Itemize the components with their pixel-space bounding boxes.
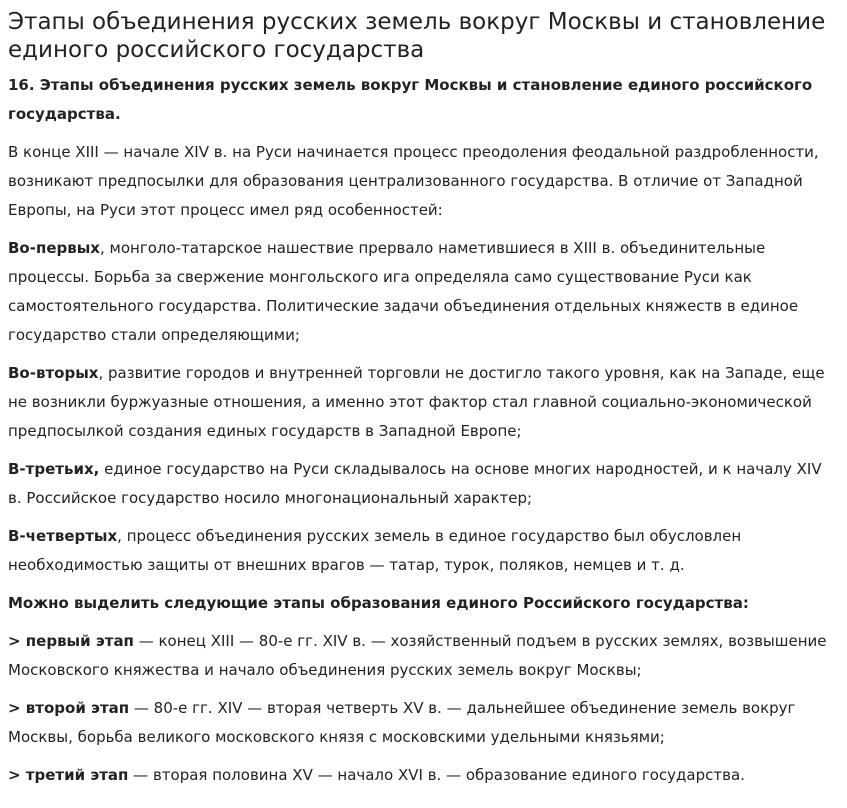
page-title: Этапы объединения русских земель вокруг Москвы и становление единого российского государства	[8, 9, 826, 63]
section-heading-text: 16. Этапы объединения русских земель вокруг Москвы и становление единого российского государства.	[8, 76, 813, 123]
point-text: , развитие городов и внутренней торговли не достигло такого уровня, как на Западе, еще не возникли буржуазные отношения, а именно этот фактор стал главной социально-экономической предпосылкой создания единых государств в Западной Европе;	[8, 364, 825, 440]
point-paragraph-4	[8, 522, 839, 580]
stage-lead: > первый этап	[8, 632, 134, 650]
intro-paragraph: В конце XIII — начале XIV в. на Руси начинается процесс преодоления феодальной раздробленности, возникают предпосылки для образования централизованного государства. В отличие от Западной Европы, на Руси этот процесс имел ряд особенностей:	[8, 143, 819, 219]
section-heading	[8, 71, 839, 129]
point-text: единое государство на Руси складывалось на основе многих народностей, и к началу XIV в. Российское государство носило многонациональный характер;	[8, 460, 822, 507]
point-lead: В-третьих,	[8, 460, 100, 478]
stage-text: — вторая половина XV — начало XVI в. — образование единого государства.	[128, 766, 745, 784]
point-paragraph-1	[8, 234, 839, 350]
point-lead: В-четвертых	[8, 527, 118, 545]
stages-heading	[8, 589, 839, 618]
stage-paragraph-3	[8, 761, 839, 790]
stage-text: — 80-е гг. XIV — вторая четверть XV в. — дальнейшее объединение земель вокруг Москвы, борьба великого московского князя с московскими удельными князьями;	[8, 699, 796, 746]
stage-paragraph-1	[8, 627, 839, 685]
stage-paragraph-2	[8, 694, 839, 752]
stage-text: — конец XIII — 80-е гг. XIV в. — хозяйственный подъем в русских землях, возвышение Московского княжества и начало объединения русских земель вокруг Москвы;	[8, 632, 827, 679]
stage-lead: > третий этап	[8, 766, 129, 784]
point-text: , процесс объединения русских земель в единое государство был обусловлен необходимостью защиты от внешних врагов — татар, турок, поляков, немцев и т. д.	[8, 527, 742, 574]
point-paragraph-3	[8, 455, 839, 513]
point-lead: Во-первых	[8, 239, 100, 257]
point-paragraph-2	[8, 359, 839, 446]
point-lead: Во-вторых	[8, 364, 99, 382]
point-text: , монголо-татарское нашествие прервало наметившиеся в XIII в. объединительные процессы. Борьба за свержение монгольского ига определяла само существование Руси как самостоятельного государства. Политические задачи объединения отдельных княжеств в единое государство стали определяющими;	[8, 239, 799, 344]
stages-heading-text: Можно выделить следующие этапы образования единого Российского государства:	[8, 594, 749, 612]
stage-lead: > второй этап	[8, 699, 130, 717]
